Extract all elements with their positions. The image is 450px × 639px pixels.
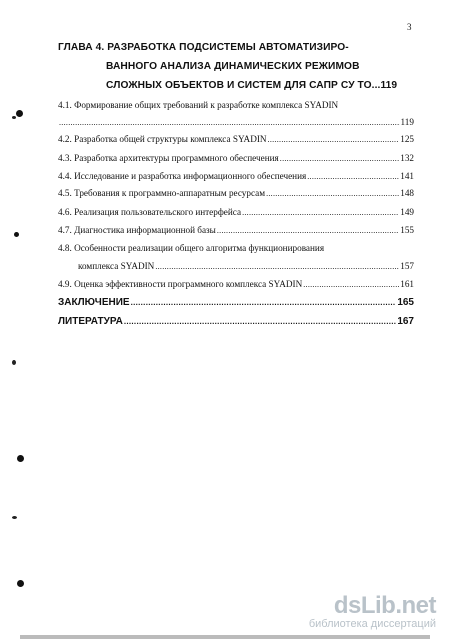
toc-entry-page: 165 [397, 297, 414, 308]
chapter-heading [58, 38, 414, 95]
binder-hole [17, 455, 24, 462]
binder-hole [14, 232, 19, 237]
chapter-heading-line-2: ВАННОГО АНАЛИЗА ДИНАМИЧЕСКИХ РЕЖИМОВ [106, 61, 360, 72]
toc-entry-label: 4.3. Разработка архитектуры программного обеспечения [58, 153, 279, 163]
scan-bottom-edge [20, 635, 430, 639]
toc-entry-conclusion [58, 297, 414, 308]
leader-dots [124, 317, 396, 326]
toc-entry-4-8-continuation [78, 261, 414, 271]
toc-entry-4-3 [58, 153, 414, 163]
toc-entry-page: 125 [400, 134, 414, 144]
toc-entry-4-1-title [58, 100, 414, 110]
leader-dots [155, 262, 399, 271]
toc-entry-label-continued: комплекса SYADIN [78, 261, 155, 271]
scan-smudge [12, 516, 17, 519]
toc-entry-label: ЗАКЛЮЧЕНИЕ [58, 297, 130, 308]
leader-dots [59, 118, 400, 127]
toc-entry-page: 167 [397, 316, 414, 327]
leader-dots [303, 280, 399, 289]
toc-entry-4-8-title [58, 243, 414, 253]
leader-dots [307, 172, 399, 181]
leader-dots [268, 135, 400, 144]
binder-hole [17, 580, 24, 587]
toc-entry-4-4 [58, 171, 414, 181]
toc-entry-label: 4.8. Особенности реализации общего алгоритма функционирования [58, 243, 325, 253]
toc-entry-page: 132 [400, 153, 414, 163]
toc-entry-page: 149 [400, 207, 414, 217]
toc-entry-label: ЛИТЕРАТУРА [58, 316, 123, 327]
toc-entry-page: 141 [400, 171, 414, 181]
toc-entry-4-2 [58, 134, 414, 144]
binder-hole [16, 110, 23, 117]
toc-entry-4-9 [58, 279, 414, 289]
toc-entry-4-6 [58, 207, 414, 217]
watermark-tagline: библиотека диссертаций [308, 618, 436, 630]
toc-entry-literature [58, 316, 414, 327]
toc-entry-label: 4.1. Формирование общих требований к разработке комплекса SYADIN [58, 100, 339, 110]
watermark-brand: dsLib.net [333, 592, 436, 619]
toc-entry-label: 4.7. Диагностика информационной базы [58, 225, 216, 235]
toc-entry-page: 155 [400, 225, 414, 235]
toc-entry-page: 161 [400, 279, 414, 289]
leader-dots [280, 154, 399, 163]
watermark-logo [246, 594, 436, 631]
leader-dots [131, 298, 397, 307]
chapter-heading-line-3: СЛОЖНЫХ ОБЪЕКТОВ И СИСТЕМ ДЛЯ САПР СУ ТО...119 [106, 80, 398, 91]
leader-dots [217, 226, 399, 235]
toc-entry-4-5 [58, 188, 414, 198]
toc-entry-4-7 [58, 225, 414, 235]
toc-entry-page: 157 [400, 261, 414, 271]
scan-smudge [12, 116, 16, 119]
page-number: 3 [407, 22, 412, 32]
toc-entry-label: 4.2. Разработка общей структуры комплекса SYADIN [58, 134, 267, 144]
toc-entry-label: 4.4. Исследование и разработка информационного обеспечения [58, 171, 307, 181]
toc-entry-label: 4.6. Реализация пользовательского интерфейса [58, 207, 242, 217]
scan-smudge [12, 360, 16, 365]
toc-entry-page: 148 [400, 188, 414, 198]
toc-entry-label: 4.5. Требования к программно-аппаратным ресурсам [58, 188, 266, 198]
toc-entry-4-1-leader [58, 117, 414, 127]
leader-dots [266, 189, 399, 198]
chapter-heading-line-1: ГЛАВА 4. РАЗРАБОТКА ПОДСИСТЕМЫ АВТОМАТИЗИРО- [58, 42, 349, 53]
toc-entry-label: 4.9. Оценка эффективности программного комплекса SYADIN [58, 279, 303, 289]
toc-entry-page: 119 [400, 117, 414, 127]
leader-dots [242, 208, 399, 217]
